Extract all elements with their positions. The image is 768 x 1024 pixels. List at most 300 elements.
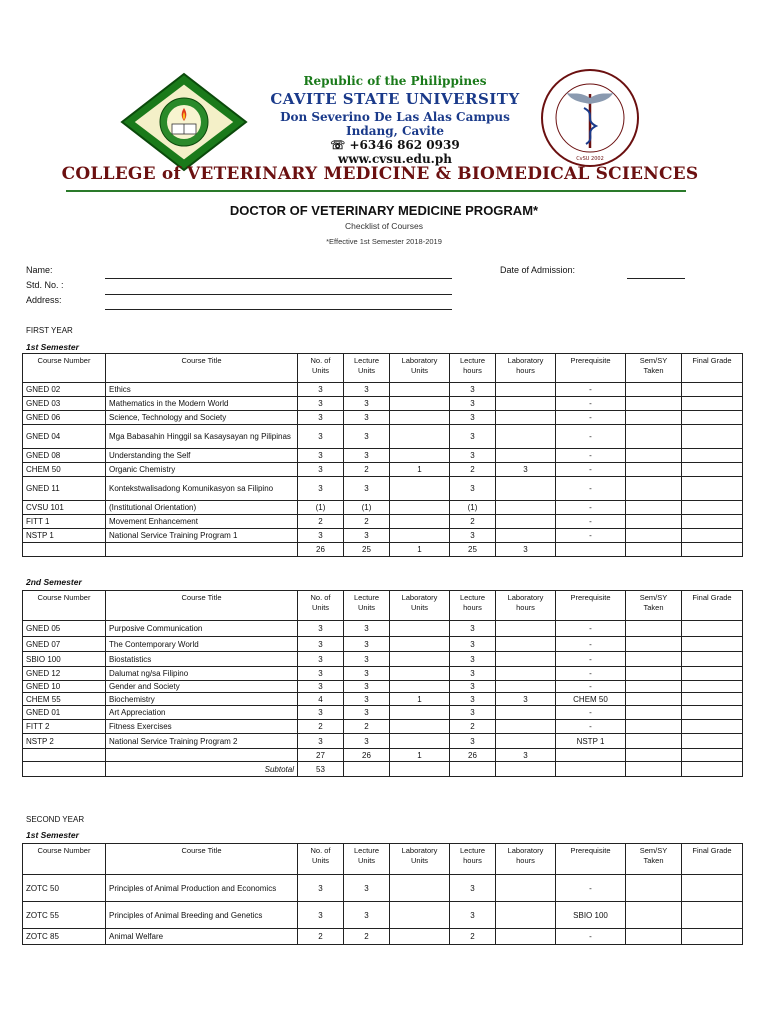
letterhead-text (260, 74, 530, 166)
header-lecture-hours: Lecture hours (450, 591, 496, 621)
table-row (23, 681, 743, 693)
final-grade-cell[interactable] (682, 652, 743, 667)
lecture-units-cell: 3 (344, 383, 390, 397)
prerequisite-cell: - (556, 929, 626, 945)
header-lecture-units: Lecture Units (344, 844, 390, 875)
sem-sy-cell[interactable] (626, 637, 682, 652)
phone-number: ☏ +6346 862 0939 (330, 138, 460, 152)
table-row (23, 902, 743, 929)
table-row (23, 463, 743, 477)
units-cell: 3 (298, 734, 344, 749)
lecture-units-cell: 3 (344, 425, 390, 449)
header-lab-hours: Laboratory hours (496, 844, 556, 875)
lab-units-cell (390, 411, 450, 425)
course-number-cell: SBIO 100 (23, 652, 106, 667)
course-number-cell: NSTP 2 (23, 734, 106, 749)
header-final-grade: Final Grade (682, 354, 743, 383)
lecture-units-cell: 3 (344, 652, 390, 667)
website: www.cvsu.edu.ph (338, 152, 452, 166)
name-field[interactable] (105, 278, 452, 279)
program-effective-note: *Effective 1st Semester 2018-2019 (326, 237, 442, 246)
sem-sy-cell[interactable] (626, 425, 682, 449)
lab-units-cell (390, 681, 450, 693)
units-cell: 3 (298, 902, 344, 929)
course-number-cell: CHEM 50 (23, 463, 106, 477)
final-grade-cell[interactable] (682, 637, 743, 652)
table-row (23, 667, 743, 681)
header-prerequisite: Prerequisite (556, 354, 626, 383)
lab-units-cell (390, 621, 450, 637)
lecture-hours-cell: 3 (450, 621, 496, 637)
lecture-units-cell: 3 (344, 706, 390, 720)
units-cell: 2 (298, 515, 344, 529)
course-title-cell: Gender and Society (106, 681, 298, 693)
lab-hours-cell (496, 411, 556, 425)
lecture-units-cell: 3 (344, 637, 390, 652)
course-number-cell: FITT 1 (23, 515, 106, 529)
college-underline (66, 190, 686, 192)
units-cell: 3 (298, 621, 344, 637)
units-cell: 2 (298, 929, 344, 945)
course-title-cell: Science, Technology and Society (106, 411, 298, 425)
course-number-cell: GNED 02 (23, 383, 106, 397)
units-cell: 3 (298, 425, 344, 449)
prerequisite-cell: CHEM 50 (556, 693, 626, 706)
units-cell: 3 (298, 637, 344, 652)
course-title-cell: Mathematics in the Modern World (106, 397, 298, 411)
lab-hours-cell (496, 902, 556, 929)
lecture-hours-cell: 3 (450, 637, 496, 652)
lecture-units-cell: 3 (344, 693, 390, 706)
header-sem-sy: Sem/SY Taken (626, 844, 682, 875)
course-number-cell: ZOTC 55 (23, 902, 106, 929)
prerequisite-cell: - (556, 529, 626, 543)
lab-hours-cell: 3 (496, 693, 556, 706)
course-title-cell: Purposive Communication (106, 621, 298, 637)
header-lecture-units: Lecture Units (344, 354, 390, 383)
units-cell: 3 (298, 383, 344, 397)
university-seal-icon (120, 72, 248, 172)
prerequisite-cell: - (556, 383, 626, 397)
date-admission-field[interactable] (627, 278, 685, 279)
final-grade-cell[interactable] (682, 693, 743, 706)
lab-hours-cell (496, 501, 556, 515)
total-lab-hours: 3 (496, 749, 556, 762)
total-lecture-hours: 26 (450, 749, 496, 762)
prerequisite-cell: - (556, 875, 626, 902)
final-grade-cell[interactable] (682, 929, 743, 945)
lab-hours-cell (496, 652, 556, 667)
lab-units-cell (390, 637, 450, 652)
final-grade-cell[interactable] (682, 720, 743, 734)
table-row (23, 875, 743, 902)
final-grade-cell[interactable] (682, 383, 743, 397)
lab-units-cell (390, 652, 450, 667)
table-row (23, 621, 743, 637)
lecture-hours-cell: 3 (450, 529, 496, 543)
table-row (23, 477, 743, 501)
total-lecture-hours: 25 (450, 543, 496, 557)
sem-sy-cell[interactable] (626, 621, 682, 637)
total-lecture-units: 26 (344, 749, 390, 762)
final-grade-cell[interactable] (682, 734, 743, 749)
university-name: CAVITE STATE UNIVERSITY (270, 90, 520, 108)
header-course-title: Course Title (106, 844, 298, 875)
units-cell: 3 (298, 477, 344, 501)
program-title: DOCTOR OF VETERINARY MEDICINE PROGRAM* (229, 203, 539, 218)
course-number-cell: GNED 11 (23, 477, 106, 501)
prerequisite-cell: - (556, 652, 626, 667)
course-number-cell: GNED 03 (23, 397, 106, 411)
table-row (23, 449, 743, 463)
second-year-heading: SECOND YEAR (26, 815, 85, 824)
table-row (23, 706, 743, 720)
header-final-grade: Final Grade (682, 844, 743, 875)
lab-hours-cell (496, 720, 556, 734)
course-number-cell: ZOTC 50 (23, 875, 106, 902)
course-title-cell: Organic Chemistry (106, 463, 298, 477)
lecture-units-cell: 3 (344, 529, 390, 543)
first-year-heading: FIRST YEAR (26, 326, 73, 335)
college-name: COLLEGE of VETERINARY MEDICINE & BIOMEDICAL SCIENCES (61, 164, 699, 184)
lecture-units-cell: 3 (344, 681, 390, 693)
lab-units-cell (390, 425, 450, 449)
prerequisite-cell: - (556, 515, 626, 529)
header-sem-sy: Sem/SY Taken (626, 354, 682, 383)
sem-sy-cell[interactable] (626, 529, 682, 543)
header-course-number: Course Number (23, 354, 106, 383)
lab-units-cell (390, 501, 450, 515)
table-row (23, 693, 743, 706)
course-title-cell: Fitness Exercises (106, 720, 298, 734)
prerequisite-cell: - (556, 706, 626, 720)
header-final-grade: Final Grade (682, 591, 743, 621)
final-grade-cell[interactable] (682, 463, 743, 477)
lecture-hours-cell: 3 (450, 693, 496, 706)
lab-hours-cell (496, 397, 556, 411)
lab-hours-cell (496, 875, 556, 902)
table-row (23, 411, 743, 425)
course-title-cell: Dalumat ng/sa Filipino (106, 667, 298, 681)
units-cell: 3 (298, 411, 344, 425)
lecture-units-cell: 3 (344, 449, 390, 463)
prerequisite-cell: - (556, 681, 626, 693)
units-cell: 3 (298, 529, 344, 543)
prerequisite-cell: - (556, 411, 626, 425)
table-body (23, 875, 743, 945)
lecture-units-cell: (1) (344, 501, 390, 515)
prerequisite-cell: - (556, 463, 626, 477)
table-body (23, 621, 743, 749)
table-row (23, 734, 743, 749)
date-admission-label: Date of Admission: (500, 265, 576, 275)
lecture-units-cell: 3 (344, 667, 390, 681)
header-sem-sy: Sem/SY Taken (626, 591, 682, 621)
header-lecture-units: Lecture Units (344, 591, 390, 621)
final-grade-cell[interactable] (682, 397, 743, 411)
lecture-units-cell: 3 (344, 734, 390, 749)
subtotal-row (23, 762, 743, 777)
lab-units-cell (390, 929, 450, 945)
course-number-cell: NSTP 1 (23, 529, 106, 543)
final-grade-cell[interactable] (682, 667, 743, 681)
lab-units-cell (390, 734, 450, 749)
final-grade-cell[interactable] (682, 621, 743, 637)
course-title-cell: National Service Training Program 1 (106, 529, 298, 543)
course-title-cell: Movement Enhancement (106, 515, 298, 529)
course-number-cell: GNED 12 (23, 667, 106, 681)
final-grade-cell[interactable] (682, 411, 743, 425)
subtotal-label: Subtotal (106, 762, 298, 777)
header-course-title: Course Title (106, 354, 298, 383)
header-no-units: No. of Units (298, 591, 344, 621)
letterhead (0, 0, 768, 200)
course-title-cell: Mga Babasahin Hinggil sa Kasaysayan ng Pilipinas (106, 425, 298, 449)
college-seal-icon (540, 68, 640, 168)
header-lab-hours: Laboratory hours (496, 354, 556, 383)
course-number-cell: CVSU 101 (23, 501, 106, 515)
lab-hours-cell (496, 929, 556, 945)
header-prerequisite: Prerequisite (556, 844, 626, 875)
lecture-units-cell: 3 (344, 902, 390, 929)
course-title-cell: Principles of Animal Breeding and Genetics (106, 902, 298, 929)
lab-units-cell (390, 529, 450, 543)
lab-units-cell (390, 875, 450, 902)
table-row (23, 397, 743, 411)
prerequisite-cell: - (556, 637, 626, 652)
lab-hours-cell: 3 (496, 463, 556, 477)
sem-sy-cell[interactable] (626, 667, 682, 681)
lecture-units-cell: 2 (344, 515, 390, 529)
lab-hours-cell (496, 515, 556, 529)
lecture-hours-cell: 3 (450, 397, 496, 411)
final-grade-cell[interactable] (682, 706, 743, 720)
table-row (23, 425, 743, 449)
sem-sy-cell[interactable] (626, 463, 682, 477)
sem-sy-cell[interactable] (626, 693, 682, 706)
units-cell: 2 (298, 720, 344, 734)
units-cell: 3 (298, 667, 344, 681)
table-row (23, 637, 743, 652)
lecture-units-cell: 3 (344, 621, 390, 637)
std-no-label: Std. No. : (26, 280, 64, 290)
sem-sy-cell[interactable] (626, 929, 682, 945)
prerequisite-cell: - (556, 449, 626, 463)
course-title-cell: Biochemistry (106, 693, 298, 706)
final-grade-cell[interactable] (682, 875, 743, 902)
lecture-hours-cell: 3 (450, 875, 496, 902)
program-subtitle: Checklist of Courses (345, 221, 423, 231)
final-grade-cell[interactable] (682, 529, 743, 543)
table-header-row (23, 591, 743, 621)
header-no-units: No. of Units (298, 354, 344, 383)
lab-units-cell (390, 397, 450, 411)
course-number-cell: GNED 10 (23, 681, 106, 693)
sem-sy-cell[interactable] (626, 515, 682, 529)
lecture-hours-cell: 2 (450, 515, 496, 529)
header-no-units: No. of Units (298, 844, 344, 875)
sem-sy-cell[interactable] (626, 449, 682, 463)
total-lab-units: 1 (390, 543, 450, 557)
prerequisite-cell: - (556, 425, 626, 449)
lab-hours-cell (496, 681, 556, 693)
lecture-hours-cell: 3 (450, 902, 496, 929)
header-lecture-hours: Lecture hours (450, 354, 496, 383)
address-label: Address: (26, 295, 62, 305)
lecture-hours-cell: 3 (450, 706, 496, 720)
header-lab-hours: Laboratory hours (496, 591, 556, 621)
course-number-cell: GNED 06 (23, 411, 106, 425)
second-year-sem1-heading: 1st Semester (26, 830, 79, 840)
units-cell: 3 (298, 449, 344, 463)
first-year-sem2-table (22, 590, 743, 777)
lab-units-cell (390, 720, 450, 734)
final-grade-cell[interactable] (682, 477, 743, 501)
first-year-sem1-table (22, 353, 743, 557)
prerequisite-cell: SBIO 100 (556, 902, 626, 929)
total-units: 26 (298, 543, 344, 557)
lab-units-cell (390, 667, 450, 681)
lecture-units-cell: 3 (344, 477, 390, 501)
lab-hours-cell (496, 383, 556, 397)
table-row (23, 929, 743, 945)
lab-units-cell (390, 515, 450, 529)
header-course-title: Course Title (106, 591, 298, 621)
sem-sy-cell[interactable] (626, 734, 682, 749)
totals-row (23, 543, 743, 557)
lecture-hours-cell: 3 (450, 477, 496, 501)
prerequisite-cell: - (556, 667, 626, 681)
final-grade-cell[interactable] (682, 449, 743, 463)
sem-sy-cell[interactable] (626, 652, 682, 667)
lab-hours-cell (496, 529, 556, 543)
table-row (23, 720, 743, 734)
prerequisite-cell: - (556, 501, 626, 515)
units-cell: 3 (298, 706, 344, 720)
header-course-number: Course Number (23, 844, 106, 875)
course-number-cell: FITT 2 (23, 720, 106, 734)
units-cell: 3 (298, 652, 344, 667)
lecture-hours-cell: 3 (450, 449, 496, 463)
sem-sy-cell[interactable] (626, 902, 682, 929)
lab-units-cell (390, 706, 450, 720)
course-title-cell: Kontekstwalisadong Komunikasyon sa Filipino (106, 477, 298, 501)
prerequisite-cell: - (556, 621, 626, 637)
course-title-cell: The Contemporary World (106, 637, 298, 652)
total-lab-units: 1 (390, 749, 450, 762)
first-year-sem1-heading: 1st Semester (26, 342, 79, 352)
header-course-number: Course Number (23, 591, 106, 621)
first-year-sem2-heading: 2nd Semester (26, 577, 82, 587)
std-no-field[interactable] (105, 294, 452, 295)
sem-sy-cell[interactable] (626, 875, 682, 902)
final-grade-cell[interactable] (682, 501, 743, 515)
campus-town: Indang, Cavite (345, 124, 444, 138)
lab-hours-cell (496, 667, 556, 681)
lab-hours-cell (496, 734, 556, 749)
address-field[interactable] (105, 309, 452, 310)
sem-sy-cell[interactable] (626, 720, 682, 734)
lecture-units-cell: 3 (344, 411, 390, 425)
lab-hours-cell (496, 477, 556, 501)
course-title-cell: Animal Welfare (106, 929, 298, 945)
lecture-hours-cell: 2 (450, 929, 496, 945)
course-title-cell: (Institutional Orientation) (106, 501, 298, 515)
sem-sy-cell[interactable] (626, 411, 682, 425)
campus-name: Don Severino De Las Alas Campus (280, 110, 510, 124)
lecture-hours-cell: 3 (450, 383, 496, 397)
lecture-units-cell: 2 (344, 463, 390, 477)
units-cell: 3 (298, 397, 344, 411)
lecture-hours-cell: 3 (450, 411, 496, 425)
lab-units-cell (390, 477, 450, 501)
second-year-sem1-table (22, 843, 743, 945)
header-lecture-hours: Lecture hours (450, 844, 496, 875)
sem-sy-cell[interactable] (626, 681, 682, 693)
sem-sy-cell[interactable] (626, 383, 682, 397)
course-title-cell: Ethics (106, 383, 298, 397)
lab-hours-cell (496, 637, 556, 652)
sem-sy-cell[interactable] (626, 397, 682, 411)
lecture-hours-cell: 2 (450, 720, 496, 734)
course-number-cell: GNED 07 (23, 637, 106, 652)
final-grade-cell[interactable] (682, 515, 743, 529)
course-number-cell: CHEM 55 (23, 693, 106, 706)
header-lab-units: Laboratory Units (390, 354, 450, 383)
table-row (23, 652, 743, 667)
sem-sy-cell[interactable] (626, 501, 682, 515)
prerequisite-cell: NSTP 1 (556, 734, 626, 749)
course-title-cell: Biostatistics (106, 652, 298, 667)
total-lab-hours: 3 (496, 543, 556, 557)
course-number-cell: GNED 08 (23, 449, 106, 463)
units-cell: (1) (298, 501, 344, 515)
final-grade-cell[interactable] (682, 902, 743, 929)
lecture-hours-cell: 3 (450, 734, 496, 749)
table-row (23, 501, 743, 515)
lab-units-cell (390, 383, 450, 397)
units-cell: 3 (298, 875, 344, 902)
lecture-hours-cell: 3 (450, 425, 496, 449)
college-seal-inner-text: CvSU 2002 (576, 156, 604, 162)
lecture-hours-cell: 3 (450, 681, 496, 693)
lecture-hours-cell: (1) (450, 501, 496, 515)
lecture-hours-cell: 3 (450, 652, 496, 667)
course-title-cell: National Service Training Program 2 (106, 734, 298, 749)
header-lab-units: Laboratory Units (390, 591, 450, 621)
header-prerequisite: Prerequisite (556, 591, 626, 621)
course-title-cell: Art Appreciation (106, 706, 298, 720)
republic-line: Republic of the Philippines (303, 74, 487, 88)
lab-units-cell (390, 902, 450, 929)
lab-units-cell (390, 449, 450, 463)
prerequisite-cell: - (556, 720, 626, 734)
subtotal-value: 53 (298, 762, 344, 777)
sem-sy-cell[interactable] (626, 706, 682, 720)
prerequisite-cell: - (556, 397, 626, 411)
final-grade-cell[interactable] (682, 681, 743, 693)
units-cell: 3 (298, 463, 344, 477)
final-grade-cell[interactable] (682, 425, 743, 449)
table-header-row (23, 844, 743, 875)
course-number-cell: GNED 05 (23, 621, 106, 637)
units-cell: 3 (298, 681, 344, 693)
lab-hours-cell (496, 621, 556, 637)
course-number-cell: ZOTC 85 (23, 929, 106, 945)
lecture-hours-cell: 2 (450, 463, 496, 477)
lecture-units-cell: 3 (344, 397, 390, 411)
sem-sy-cell[interactable] (626, 477, 682, 501)
